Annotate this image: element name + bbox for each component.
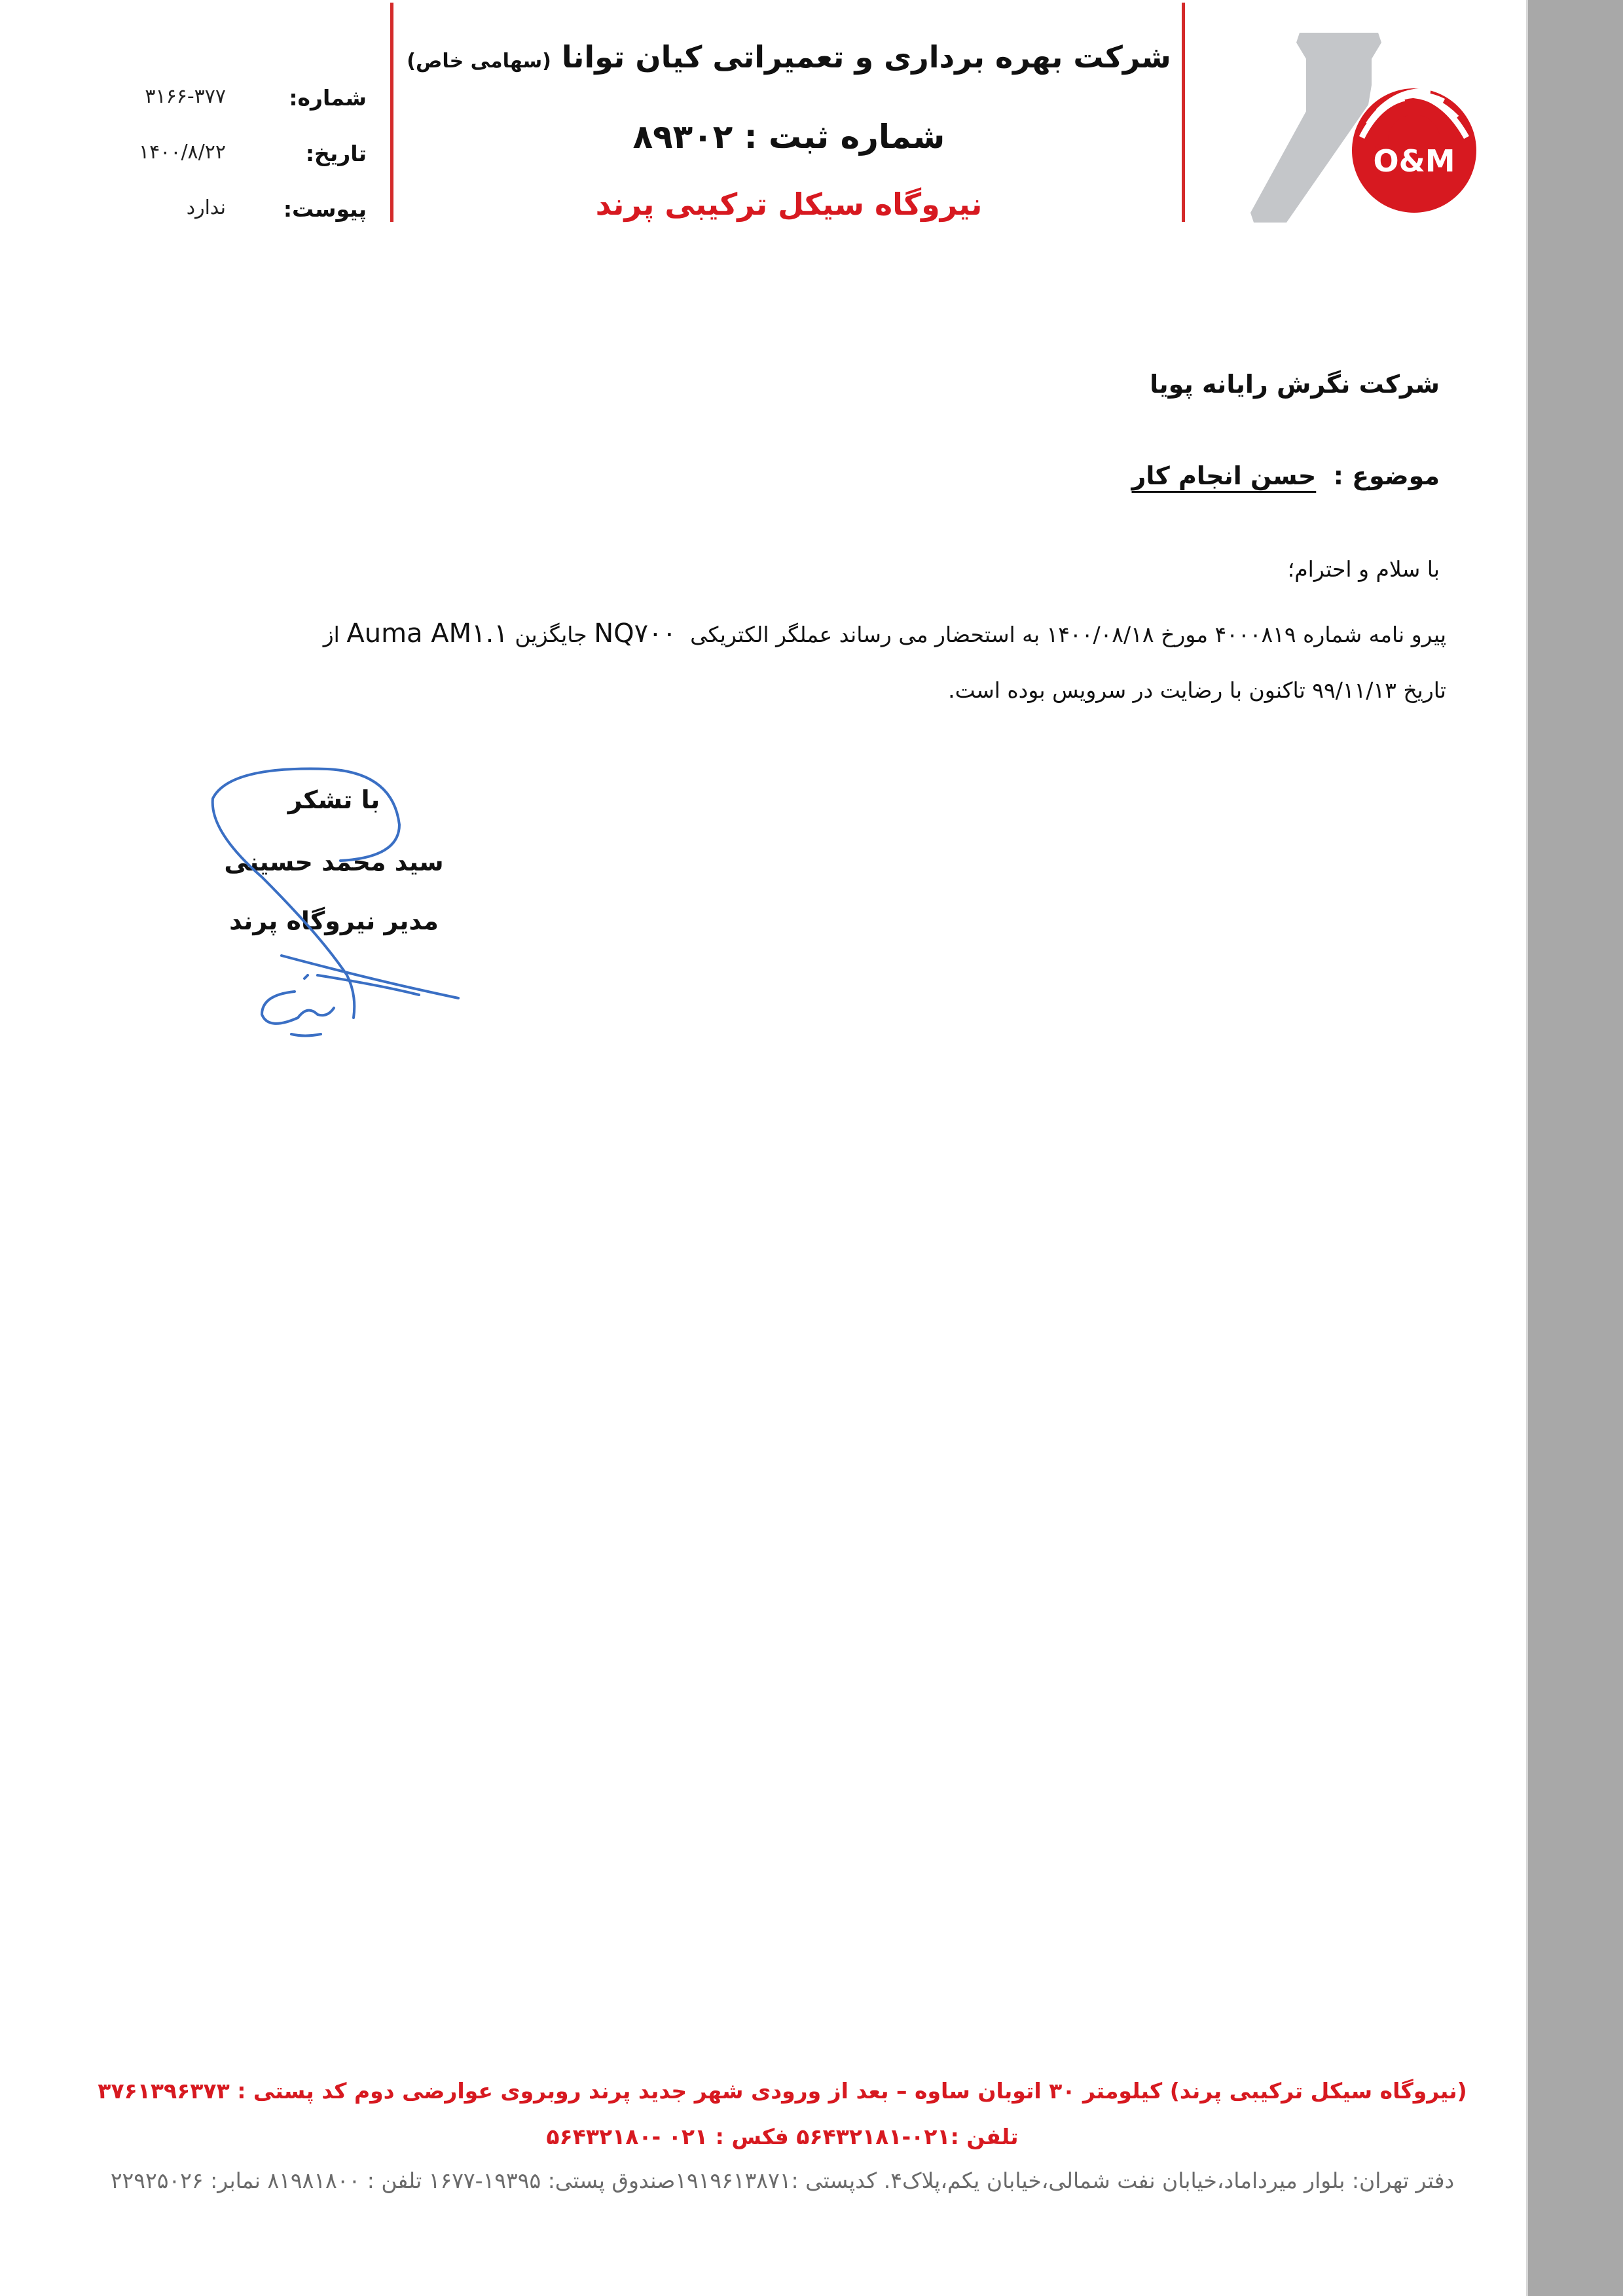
subject-label: موضوع :: [1333, 461, 1440, 490]
signer-name: سید محمد حسینی: [224, 848, 444, 876]
body-paragraph-line-1: پیرو نامه شماره ۴۰۰۰۸۱۹ مورخ ۱۴۰۰/۰۸/۱۸ به استحضار می رساند عملگر الکتریکی NQ۷۰۰ جایگزین Auma AM۱.۱ از: [323, 619, 1446, 649]
subject-line: [1131, 461, 1440, 490]
company-type: (سهامی خاص): [407, 50, 551, 73]
model-new: NQ۷۰۰: [594, 619, 677, 649]
number-label: شماره:: [289, 85, 367, 111]
subject-value: حسن انجام کار: [1131, 461, 1317, 490]
meta-attachment-row: [92, 196, 367, 236]
meta-number-row: [92, 85, 367, 124]
header-divider-right: [1182, 3, 1185, 222]
date-label: تاریخ:: [305, 141, 367, 166]
om-logo-icon: [1247, 26, 1489, 236]
number-value: ۳۱۶۶-۳۷۷: [145, 85, 226, 108]
page-edge: [1526, 0, 1528, 2296]
header-divider-left: [390, 3, 393, 222]
date-value: ۱۴۰۰/۸/۲۲: [138, 141, 226, 164]
signer-title: مدیر نیروگاه پرند: [229, 906, 439, 935]
greeting: با سلام و احترام؛: [1287, 556, 1440, 582]
attachment-value: ندارد: [186, 196, 226, 219]
footer-phone-fax: تلفن :۰۲۱-۵۶۴۳۲۱۸۱ فکس : ۰۲۱ -۵۶۴۳۲۱۸۰: [546, 2124, 1019, 2149]
company-name: شرکت بهره برداری و تعمیراتی کیان توانا (سهامی خاص): [407, 39, 1171, 75]
signature-block: [183, 759, 484, 1041]
meta-date-row: [92, 141, 367, 180]
company-logo: [1247, 26, 1489, 236]
closing: با تشکر: [287, 785, 380, 814]
footer-tehran-office: دفتر تهران: بلوار میرداماد،خیابان نفت شمالی،خیابان یکم،پلاک۴. کدپستی :۱۹۱۹۶۱۳۸۷۱صندوق پستی: ۱۹۳۹۵-۱۶۷۷ تلفن : ۸۱۹۸۱۸۰۰ نمابر: ۲۲۹۲۵۰۲۶: [110, 2168, 1455, 2193]
footer-plant-address: (نیروگاه سیکل ترکیبی پرند) کیلومتر ۳۰ اتوبان ساوه – بعد از ورودی شهر جدید پرند روبروی عوارضی دوم کد پستی : ۳۷۶۱۳۹۶۳۷۳: [98, 2078, 1467, 2104]
page-side-margin: [1527, 0, 1623, 2296]
model-old: Auma AM۱.۱: [346, 619, 508, 649]
body-paragraph-line-2: تاریخ ۹۹/۱۱/۱۳ تاکنون با رضایت در سرویس بوده است.: [948, 677, 1446, 703]
plant-name: نیروگاه سیکل ترکیبی پرند: [595, 187, 983, 222]
registration-number: شماره ثبت : ۸۹۳۰۲: [632, 118, 945, 156]
svg-text:O&M: O&M: [1373, 143, 1455, 179]
attachment-label: پیوست:: [283, 196, 367, 222]
recipient: شرکت نگرش رایانه پویا: [1150, 370, 1440, 399]
handwritten-signature-icon: [183, 759, 484, 1041]
